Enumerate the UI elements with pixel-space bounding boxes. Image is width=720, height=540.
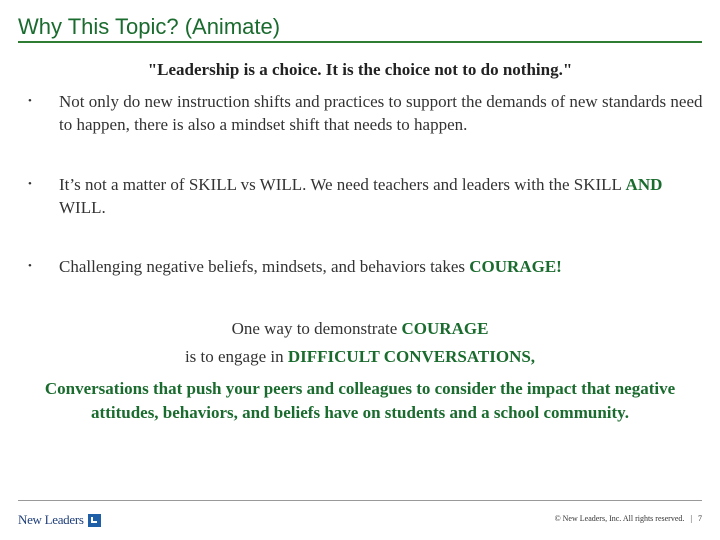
conversations-highlight: DIFFICULT CONVERSATIONS, <box>287 347 536 366</box>
bullet-highlight: COURAGE! <box>469 257 562 276</box>
bullet-dot-icon: • <box>28 178 32 190</box>
bullet-list <box>28 90 708 278</box>
bullet-item-mindset-shift <box>28 90 708 136</box>
bullet-highlight: AND <box>625 175 663 194</box>
bullet-dot-icon: • <box>28 95 32 107</box>
copyright-text: © New Leaders, Inc. All rights reserved. <box>554 514 685 523</box>
courage-highlight: COURAGE <box>401 319 489 338</box>
bullet-item-skill-will <box>28 173 708 219</box>
bullet-dot-icon: • <box>28 260 32 272</box>
page-number: 7 <box>698 514 702 523</box>
conversations-line <box>0 347 720 367</box>
bullet-text: Not only do new instruction shifts and practices to support the demands of new standards need to happen, there is also a mindset shift that needs to happen. <box>59 92 703 134</box>
logo-text: New Leaders <box>18 512 84 527</box>
logo-mark-icon <box>88 514 101 527</box>
footer-divider <box>18 500 702 501</box>
bullet-item-courage <box>28 255 708 278</box>
bullet-text: Challenging negative beliefs, mindsets, and behaviors takes <box>59 257 470 276</box>
leadership-quote: "Leadership is a choice. It is the choice not to do nothing." <box>147 60 573 79</box>
footer-separator: | <box>690 514 692 523</box>
courage-line <box>0 319 720 339</box>
conversations-statement: Conversations that push your peers and colleagues to consider the impact that negative attitudes, behaviors, and beliefs have on students and a school community. <box>44 379 676 422</box>
new-leaders-logo <box>18 512 101 528</box>
title-divider <box>18 41 702 43</box>
footer-copyright <box>555 514 702 523</box>
bullet-text: It’s not a matter of SKILL vs WILL. We need teachers and leaders with the SKILL <box>59 175 626 194</box>
conversations-line-text: is to engage in <box>184 347 288 366</box>
slide-title: Why This Topic? (Animate) <box>18 14 281 39</box>
courage-line-text: One way to demonstrate <box>231 319 402 338</box>
bullet-text-end: WILL. <box>59 198 106 217</box>
